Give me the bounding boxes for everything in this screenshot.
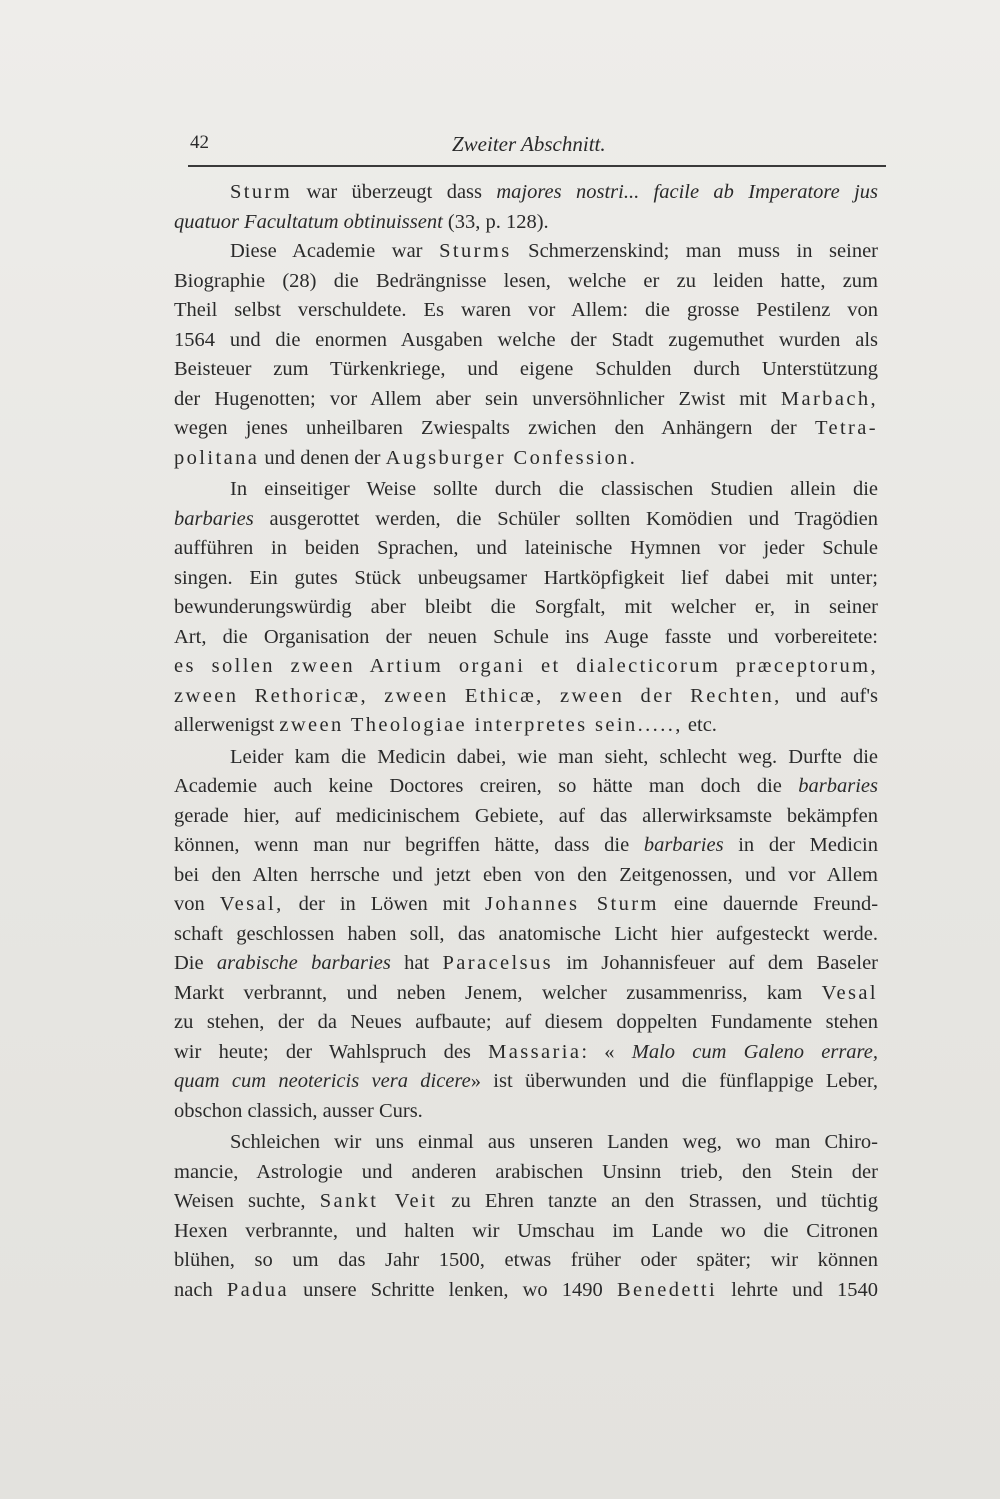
- text-segment: Schleichen wir uns einmal aus unseren Landen weg, wo man Chiro-: [230, 1131, 878, 1153]
- spaced-text: Sankt Veit: [319, 1190, 438, 1212]
- text-line: [174, 772, 878, 802]
- text-line: [174, 414, 878, 444]
- text-segment: obschon classich, ausser Curs.: [174, 1099, 423, 1122]
- text-line: [174, 355, 878, 385]
- text-line: [174, 861, 878, 891]
- spaced-text: Sturms: [439, 240, 512, 262]
- text-line: [174, 1008, 878, 1038]
- spaced-text: Benedetti: [616, 1278, 718, 1301]
- text-segment: Art, die Organisation der neuen Schule ins Auge fasste und vorbereitete:: [174, 625, 878, 648]
- text-segment: und auf's: [781, 684, 878, 707]
- running-head: Zweiter Abschnitt.: [452, 132, 606, 156]
- text-line: [174, 1246, 878, 1276]
- text-line: [174, 178, 878, 208]
- text-line: [174, 831, 878, 861]
- spaced-text: Johannes Sturm: [485, 893, 659, 915]
- text-segment: und denen der: [259, 446, 386, 469]
- text-segment: Biographie (28) die Bedrängnisse lesen, welche er zu leiden hatte, zum: [174, 269, 878, 292]
- text-segment: eine dauernde Freund-: [658, 893, 878, 915]
- text-segment: zu Ehren tanzte an den Strassen, und tüchtig: [437, 1190, 878, 1212]
- text-line: [174, 802, 878, 832]
- text-line: [174, 237, 878, 267]
- text-segment: Hexen verbrannte, und halten wir Umschau im Lande wo die Citronen: [174, 1219, 878, 1242]
- text-line: [174, 296, 878, 326]
- text-segment: zu stehen, der da Neues aufbaute; auf diesem doppelten Fundamente stehen: [174, 1011, 878, 1033]
- text-segment: Schmerzenskind; man muss in seiner: [511, 240, 878, 262]
- text-line: [174, 979, 878, 1009]
- text-line: [174, 208, 878, 238]
- text-segment: Markt verbrannt, und neben Jenem, welcher zusammenriss, kam: [174, 981, 822, 1004]
- text-segment: können, wenn man nur begriffen hätte, dass die: [174, 834, 644, 856]
- spaced-text: Paracelsus: [442, 952, 554, 974]
- text-segment: Diese Academie war: [230, 240, 440, 262]
- text-line: [174, 1158, 878, 1188]
- spaced-text: Vesal: [821, 981, 878, 1004]
- text-line: [174, 711, 878, 741]
- spaced-text: Massaria: [488, 1040, 582, 1063]
- text-line: [174, 505, 878, 535]
- text-line: [174, 1276, 878, 1306]
- text-segment: (33, p. 128).: [442, 210, 549, 233]
- text-line: [174, 444, 878, 474]
- text-segment: war überzeugt dass: [292, 181, 497, 203]
- italic-text: quatuor Facultatum obtinuissent: [174, 210, 443, 233]
- spaced-text: Tetra-: [814, 417, 878, 439]
- body-text: [174, 178, 878, 1305]
- text-line: [174, 534, 878, 564]
- text-segment: aufführen in beiden Sprachen, und lateinische Hymnen vor jeder Schule: [174, 537, 878, 559]
- text-segment: schaft geschlossen haben soll, das anatomische Licht hier aufgesteckt werde.: [174, 922, 878, 945]
- text-segment: Weisen suchte,: [174, 1190, 320, 1212]
- text-line: [174, 920, 878, 950]
- text-segment: etc.: [682, 714, 717, 736]
- text-line: [174, 682, 878, 712]
- text-segment: Academie auch keine Doctores creiren, so hätte man doch die: [174, 775, 799, 797]
- spaced-text: Sturm: [230, 181, 293, 203]
- text-segment: unsere Schritte lenken, wo 1490: [288, 1278, 617, 1301]
- italic-text: arabische barbaries: [216, 952, 391, 974]
- text-line: [174, 1038, 878, 1068]
- spaced-text: Padua: [226, 1278, 289, 1301]
- text-segment: bewunderungswürdig aber bleibt die Sorgfalt, mit welcher er, in seiner: [174, 596, 878, 618]
- italic-text: quam cum neotericis vera dicere: [174, 1070, 471, 1092]
- text-line: [174, 1067, 878, 1097]
- spaced-text: zween Rethoricæ, zween Ethicæ, zween der Rechten,: [174, 684, 782, 707]
- text-segment: in der Medicin: [723, 834, 878, 856]
- spaced-text: politana: [174, 446, 260, 469]
- text-line: [174, 1187, 878, 1217]
- italic-text: Malo cum Galeno errare,: [631, 1040, 878, 1063]
- text-segment: gerade hier, auf medicinischem Gebiete, auf das allerwirksamste bekämpfen: [174, 804, 878, 827]
- text-line: [174, 564, 878, 594]
- text-segment: im Johannisfeuer auf dem Baseler: [553, 952, 878, 974]
- text-line: [174, 593, 878, 623]
- text-segment: wir heute; der Wahlspruch des: [174, 1040, 489, 1063]
- text-segment: ausgerottet werden, die Schüler sollten Komödien und Tragödien: [253, 507, 878, 530]
- text-segment: » ist überwunden und die fünflappige Leber,: [470, 1070, 878, 1092]
- italic-text: barbaries: [643, 834, 724, 856]
- spaced-text: es sollen zween Artium organi et dialecticorum præceptorum,: [174, 655, 878, 677]
- text-segment: Theil selbst verschuldete. Es waren vor Allem: die grosse Pestilenz von: [174, 299, 878, 321]
- text-line: [174, 1097, 878, 1127]
- text-line: [174, 652, 878, 682]
- text-line: [174, 385, 878, 415]
- spaced-text: Marbach,: [780, 387, 878, 410]
- text-segment: blühen, so um das Jahr 1500, etwas früher oder später; wir können: [174, 1249, 878, 1271]
- italic-text: barbaries: [174, 507, 254, 530]
- text-line: [174, 267, 878, 297]
- page-header: [186, 132, 886, 162]
- text-segment: von: [174, 893, 220, 915]
- text-line: [174, 623, 878, 653]
- text-segment: wegen jenes unheilbaren Zwiespalts zwichen den Anhängern der: [174, 417, 815, 439]
- text-segment: 1564 und die enormen Ausgaben welche der Stadt zugemuthet wurden als: [174, 328, 878, 351]
- italic-text: barbaries: [798, 775, 878, 797]
- text-line: [174, 890, 878, 920]
- text-segment: mancie, Astrologie und anderen arabischen Unsinn trieb, den Stein der: [174, 1160, 878, 1183]
- text-line: [174, 949, 878, 979]
- text-line: [174, 743, 878, 773]
- text-segment: nach: [174, 1278, 227, 1301]
- text-segment: Die: [174, 952, 217, 974]
- text-line: [174, 1217, 878, 1247]
- text-line: [174, 475, 878, 505]
- page-number: 42: [190, 132, 209, 153]
- text-segment: In einseitiger Weise sollte durch die classischen Studien allein die: [230, 478, 878, 500]
- text-segment: singen. Ein gutes Stück unbeugsamer Hartköpfigkeit lief dabei mit unter;: [174, 566, 878, 589]
- text-segment: der Hugenotten; vor Allem aber sein unversöhnlicher Zwist mit: [174, 387, 781, 410]
- text-segment: Beisteuer zum Türkenkriege, und eigene Schulden durch Unterstützung: [174, 358, 878, 380]
- text-segment: : «: [581, 1040, 632, 1063]
- spaced-text: zween Theologiae interpretes sein.....,: [279, 714, 683, 736]
- text-segment: lehrte und 1540: [717, 1278, 878, 1301]
- spaced-text: Vesal,: [219, 893, 284, 915]
- text-segment: hat: [390, 952, 443, 974]
- text-line: [174, 326, 878, 356]
- italic-text: majores nostri... facile ab Imperatore jus: [496, 181, 878, 203]
- text-segment: bei den Alten herrsche und jetzt eben von den Zeitgenossen, und vor Allem: [174, 863, 878, 886]
- spaced-text: Augsburger Confession.: [385, 446, 638, 469]
- text-segment: Leider kam die Medicin dabei, wie man sieht, schlecht weg. Durfte die: [230, 745, 878, 768]
- text-segment: allerwenigst: [174, 714, 280, 736]
- text-segment: der in Löwen mit: [283, 893, 486, 915]
- header-rule: [188, 165, 886, 167]
- text-line: [174, 1128, 878, 1158]
